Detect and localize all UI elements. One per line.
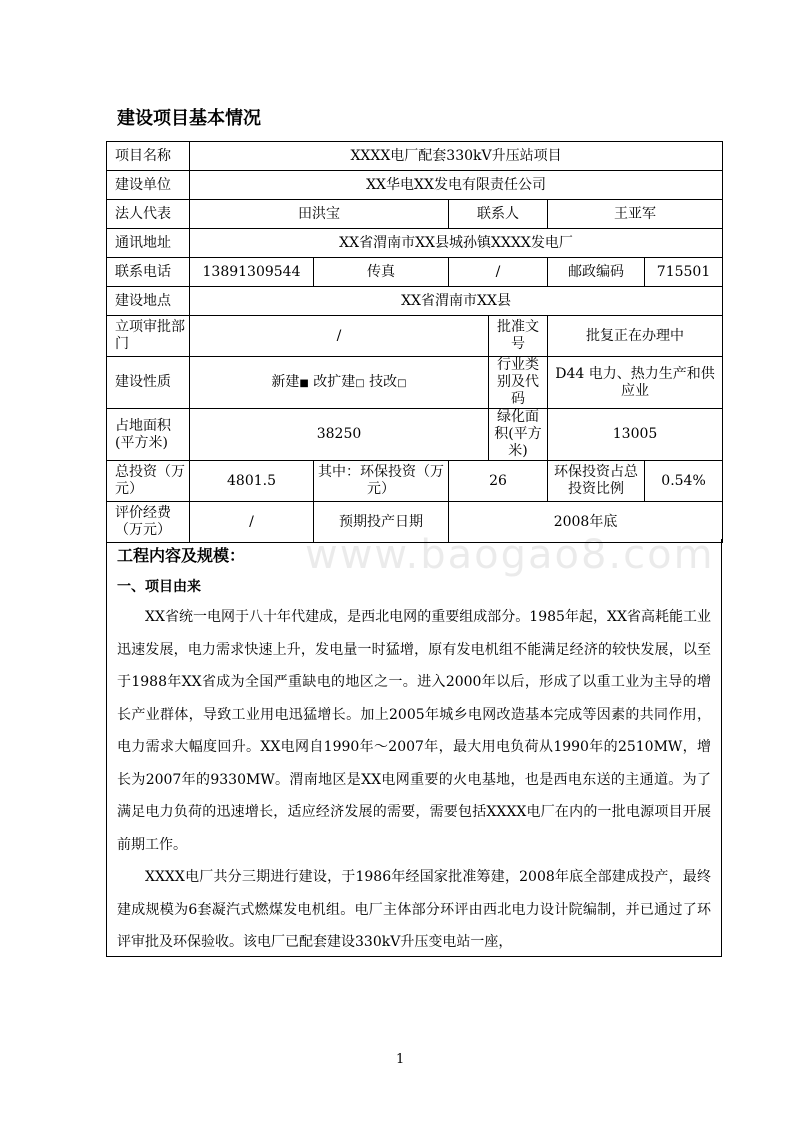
page-number: 1 xyxy=(396,1052,405,1067)
total-invest-label: 总投资（万元） xyxy=(107,461,190,502)
unchecked-box-icon: □ xyxy=(397,377,407,389)
nature-label: 建设性质 xyxy=(107,357,190,409)
industry-label: 行业类别及代码 xyxy=(489,357,548,409)
section-heading: 一、项目由来 xyxy=(117,579,201,595)
address-label: 通讯地址 xyxy=(107,229,190,258)
op-date-label: 预期投产日期 xyxy=(314,502,449,543)
project-name: XXXX电厂配套330kV升压站项目 xyxy=(190,142,723,171)
content-section xyxy=(106,539,722,957)
green-area-label: 绿化面积(平方米) xyxy=(489,409,548,461)
fax-label: 传真 xyxy=(314,258,449,287)
watermark: www.baogao8.com xyxy=(305,532,715,578)
unchecked-box-icon: □ xyxy=(355,377,365,389)
nature-new-label: 新建 xyxy=(271,373,300,390)
land-area-label: 占地面积(平方米) xyxy=(107,409,190,461)
env-ratio-value: 0.54% xyxy=(645,461,723,502)
contact-value: 王亚军 xyxy=(548,200,723,229)
env-invest-value: 26 xyxy=(449,461,548,502)
project-name-label: 项目名称 xyxy=(107,142,190,171)
industry-value: D44 电力、热力生产和供应业 xyxy=(548,357,723,409)
paragraph-2: XXXX电厂共分三期进行建设，于1986年经国家批准筹建，2008年底全部建成投产，最终建成规模为6套凝汽式燃煤发电机组。电厂主体部分环评由西北电力设计院编制，并已通过了环评审批及环保验收。该电厂已配套建设330kV升压变电站一座， xyxy=(117,869,711,950)
contact-label: 联系人 xyxy=(449,200,548,229)
env-invest-label: 其中：环保投资（万元） xyxy=(314,461,449,502)
land-area-value: 38250 xyxy=(190,409,489,461)
nature-tech-label: 技改 xyxy=(369,373,398,390)
fax-value: / xyxy=(449,258,548,287)
total-invest-value: 4801.5 xyxy=(190,461,314,502)
location-value: XX省渭南市XX县 xyxy=(190,287,723,316)
legal-rep-label: 法人代表 xyxy=(107,200,190,229)
op-date-value: 2008年底 xyxy=(449,502,723,543)
phone-label: 联系电话 xyxy=(107,258,190,287)
nature-options xyxy=(190,357,489,409)
postcode-value: 715501 xyxy=(645,258,723,287)
eval-fee-label: 评价经费（万元） xyxy=(107,502,190,543)
address-value: XX省渭南市XX县城孙镇XXXX发电厂 xyxy=(190,229,723,258)
legal-rep-value: 田洪宝 xyxy=(190,200,449,229)
phone-value: 13891309544 xyxy=(190,258,314,287)
eval-fee-value: / xyxy=(190,502,314,543)
content-heading: 工程内容及规模： xyxy=(117,546,246,565)
nature-expand-label: 改扩建 xyxy=(313,373,356,390)
approval-doc-label: 批准文号 xyxy=(489,316,548,357)
postcode-label: 邮政编码 xyxy=(548,258,645,287)
approval-doc-value: 批复正在办理中 xyxy=(548,316,723,357)
env-ratio-label: 环保投资占总投资比例 xyxy=(548,461,645,502)
project-info-table xyxy=(106,141,723,543)
checked-box-icon: ■ xyxy=(299,377,309,389)
approval-dept-value: / xyxy=(190,316,489,357)
unit-label: 建设单位 xyxy=(107,171,190,200)
approval-dept-label: 立项审批部门 xyxy=(107,316,190,357)
paragraph-1: XX省统一电网于八十年代建成，是西北电网的重要组成部分。1985年起，XX省高耗能工业迅速发展，电力需求快速上升，发电量一时猛增，原有发电机组不能满足经济的较快发展，以至于1988年XX省成为全国严重缺电的地区之一。进入2000年以后，形成了以重工业为主导的增长产业群体，导致工业用电迅猛增长。加上2005年城乡电网改造基本完成等因素的共同作用，电力需求大幅度回升。XX电网自1990年～2007年，最大用电负荷从1990年的2510MW，增长为2007年的9330MW。渭南地区是XX电网重要的火电基地，也是西电东送的主通道。为了满足电力负荷的迅速增长，适应经济发展的需要，需要包括XXXX电厂在内的一批电源项目开展前期工作。 xyxy=(117,609,711,853)
page-title: 建设项目基本情况 xyxy=(117,108,261,129)
green-area-value: 13005 xyxy=(548,409,723,461)
unit-value: XX华电XX发电有限责任公司 xyxy=(190,171,723,200)
location-label: 建设地点 xyxy=(107,287,190,316)
